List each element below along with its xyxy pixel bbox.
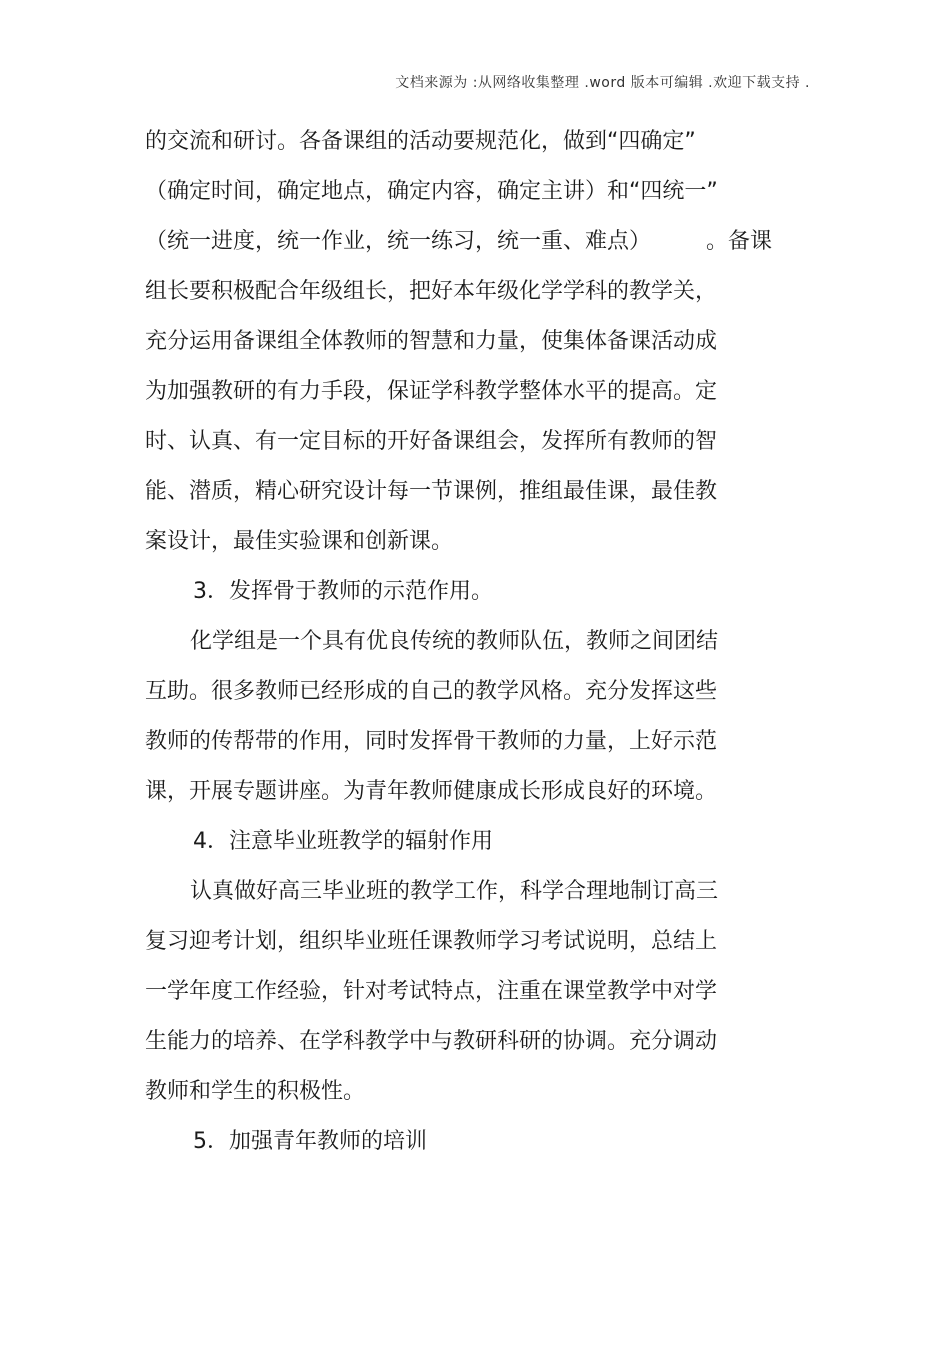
page-header: 文档来源为 :从网络收集整理 .word 版本可编辑 .欢迎下载支持 .	[395, 75, 810, 91]
paragraph-line: 能、潜质，精心研究设计每一节课例，推组最佳课，最佳教	[145, 479, 718, 504]
paragraph-line: 课，开展专题讲座。为青年教师健康成长形成良好的环境。	[145, 779, 718, 804]
paragraph-line: 认真做好高三毕业班的教学工作，科学合理地制订高三	[190, 879, 719, 904]
paragraph-line: 互助。很多教师已经形成的自己的教学风格。充分发挥这些	[145, 679, 718, 704]
paragraph-line: 案设计，最佳实验课和创新课。	[145, 529, 454, 554]
paragraph-line: 的交流和研讨。各备课组的活动要规范化，做到“四确定”	[145, 129, 696, 154]
paragraph-line: （统一进度，统一作业，统一练习，统一重、难点） 。备课	[145, 229, 773, 254]
paragraph-line: 为加强教研的有力手段，保证学科教学整体水平的提高。定	[145, 379, 718, 404]
paragraph-line: 教师和学生的积极性。	[145, 1079, 366, 1104]
section-heading-3: 3．发挥骨于教师的示范作用。	[193, 579, 493, 604]
paragraph-line: （确定时间，确定地点，确定内容，确定主讲）和“四统一”	[145, 179, 718, 204]
paragraph-line: 时、认真、有一定目标的开好备课组会，发挥所有教师的智	[145, 429, 718, 454]
paragraph-line: 化学组是一个具有优良传统的教师队伍，教师之间团结	[190, 629, 719, 654]
paragraph-line: 教师的传帮带的作用，同时发挥骨干教师的力量，上好示范	[145, 729, 718, 754]
paragraph-line: 组长要积极配合年级组长，把好本年级化学学科的教学关，	[145, 279, 718, 304]
paragraph-line: 复习迎考计划，组织毕业班任课教师学习考试说明，总结上	[145, 929, 718, 954]
section-heading-4: 4．注意毕业班教学的辐射作用	[193, 829, 493, 854]
paragraph-line: 生能力的培养、在学科教学中与教研科研的协调。充分调动	[145, 1029, 718, 1054]
paragraph-line: 一学年度工作经验，针对考试特点，注重在课堂教学中对学	[145, 979, 718, 1004]
paragraph-line: 充分运用备课组全体教师的智慧和力量，使集体备课活动成	[145, 329, 718, 354]
section-heading-5: 5．加强青年教师的培训	[193, 1129, 427, 1154]
